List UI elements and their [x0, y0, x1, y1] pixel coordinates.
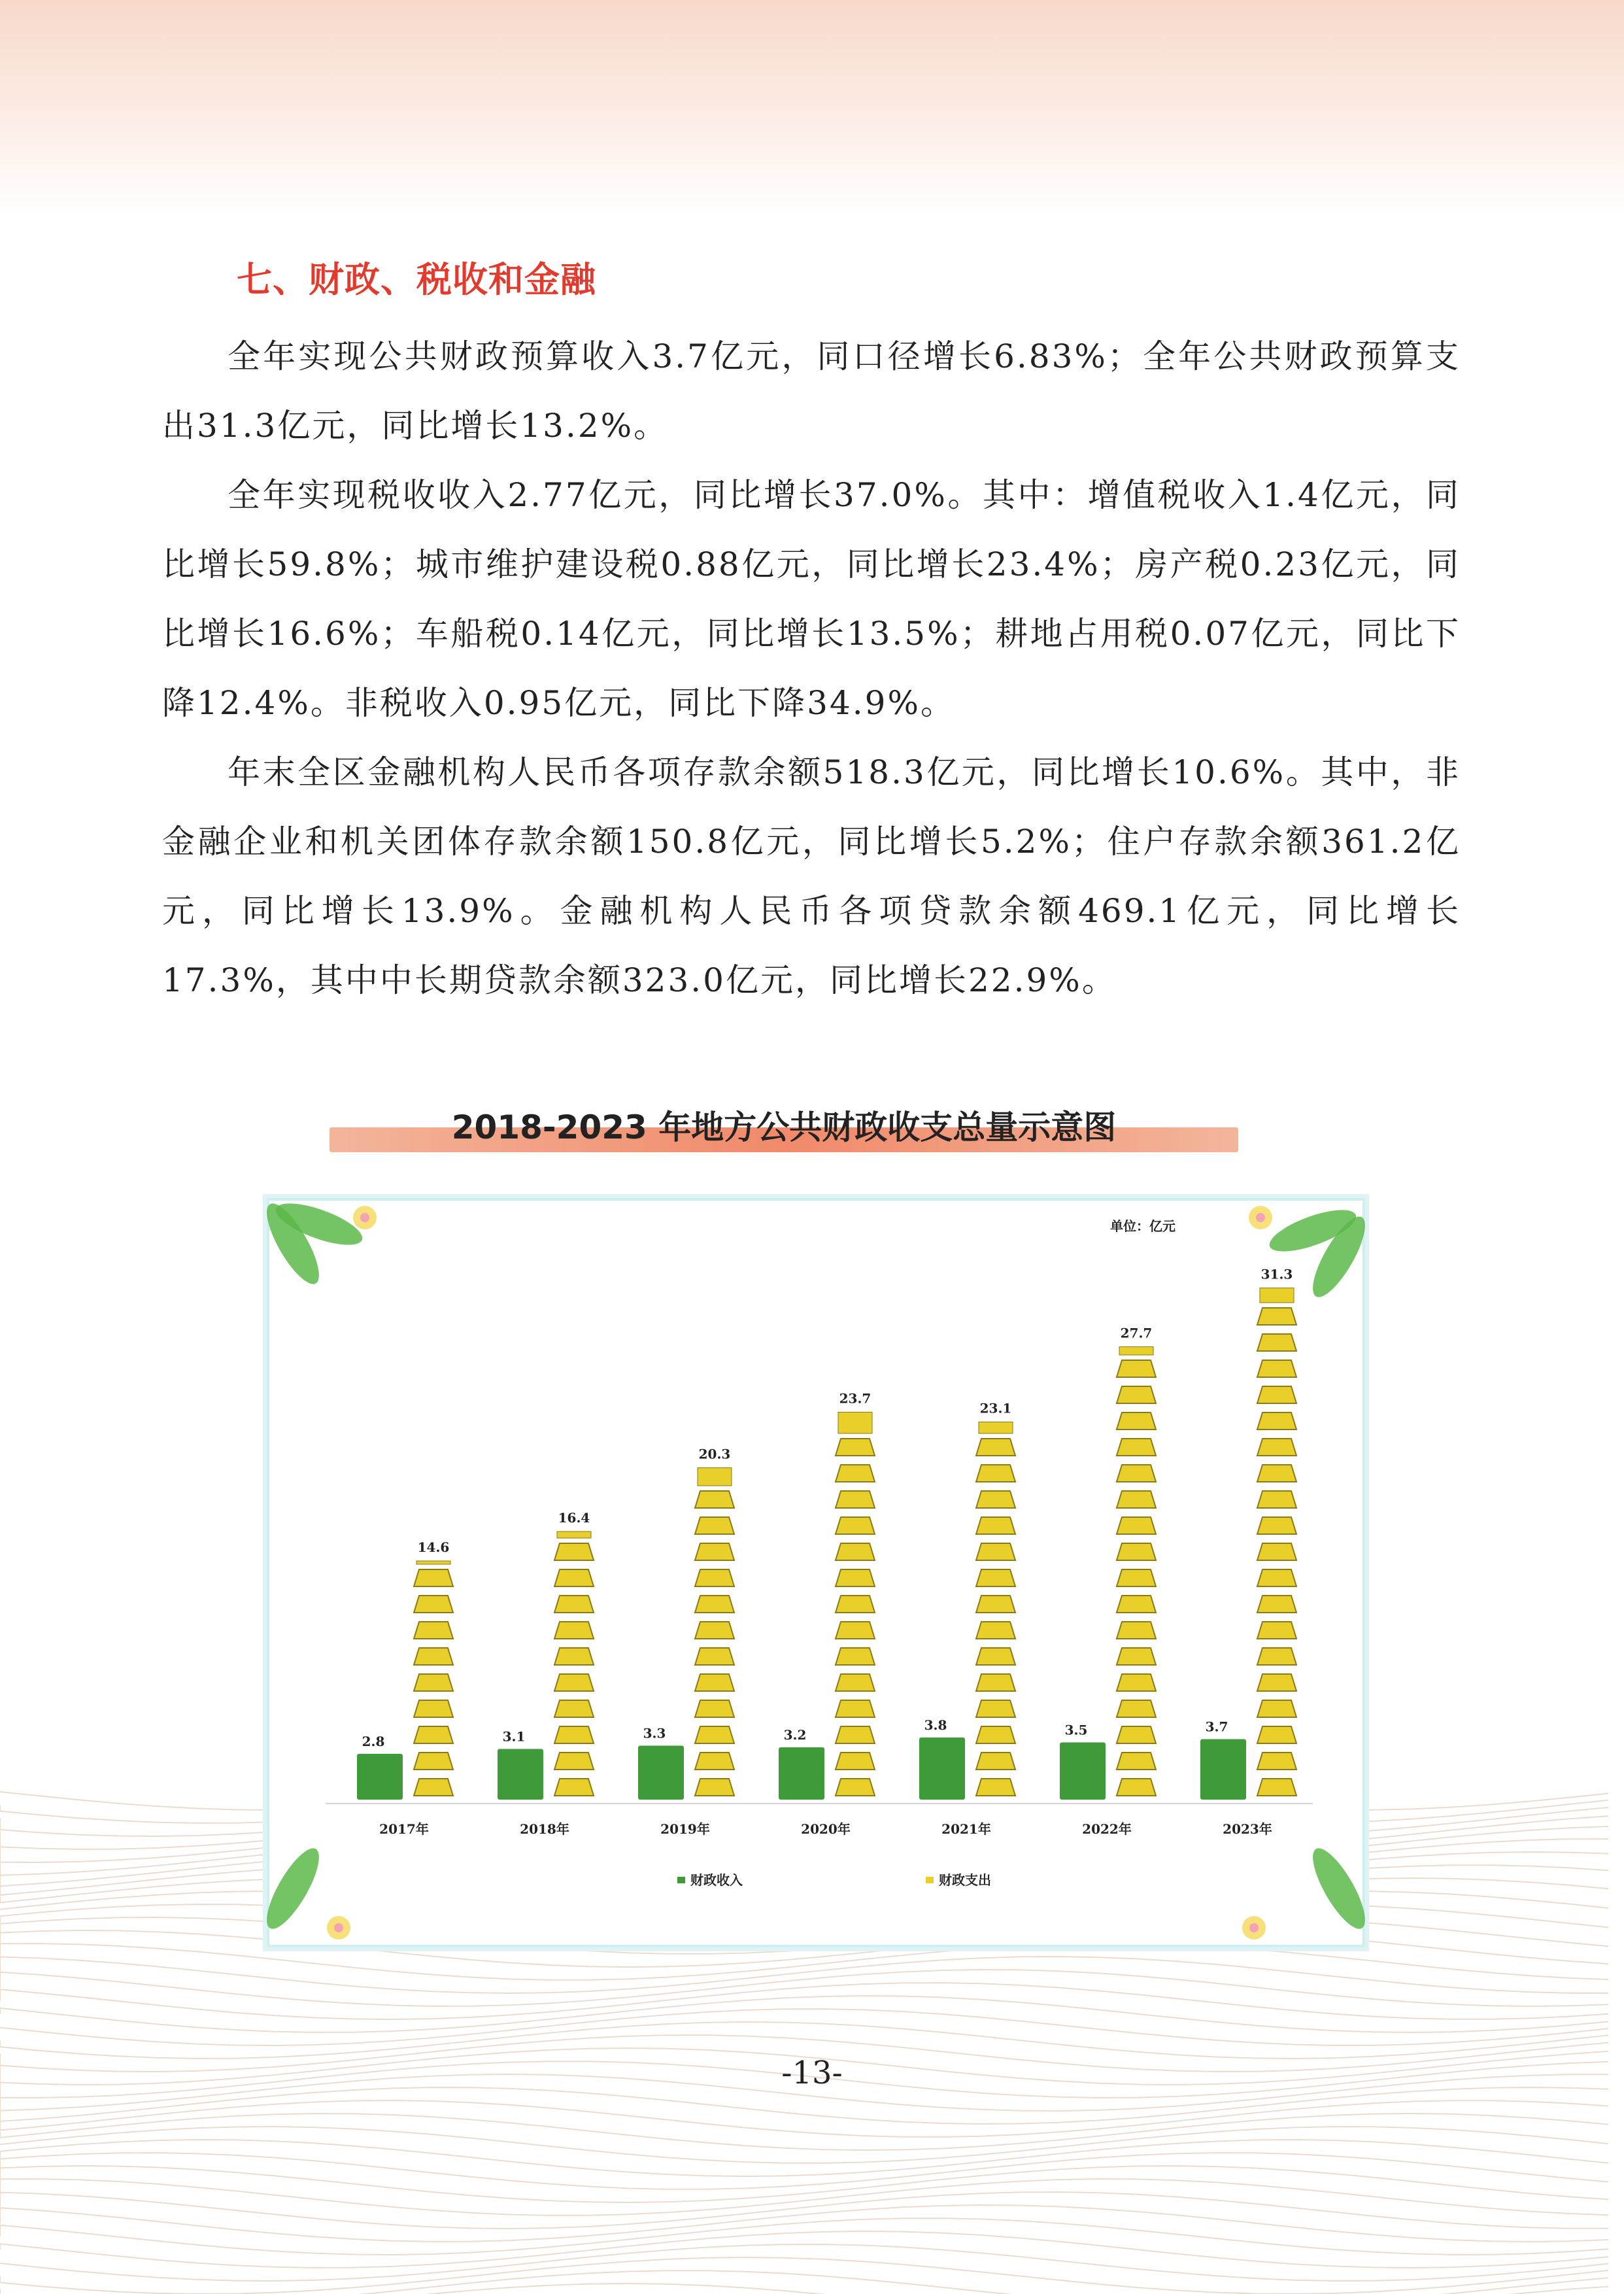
expenditure-ingot	[1117, 1465, 1156, 1482]
legend-swatch-expenditure	[926, 1877, 934, 1883]
expenditure-ingot	[836, 1753, 875, 1770]
expenditure-ingot	[414, 1753, 453, 1770]
expenditure-ingot	[414, 1596, 453, 1613]
income-value-label: 3.7	[1205, 1719, 1228, 1735]
expenditure-ingot	[976, 1753, 1015, 1770]
expenditure-ingot-partial	[1119, 1347, 1153, 1356]
income-bar	[1200, 1739, 1246, 1800]
income-value-label: 3.3	[643, 1725, 666, 1741]
income-bar	[779, 1747, 824, 1800]
x-tick-label: 2020年	[801, 1821, 851, 1837]
expenditure-ingot	[836, 1648, 875, 1665]
expenditure-value-label: 20.3	[698, 1446, 731, 1462]
expenditure-ingot	[1117, 1543, 1156, 1560]
expenditure-ingot	[1117, 1726, 1156, 1743]
expenditure-ingot	[1117, 1753, 1156, 1770]
expenditure-ingot	[414, 1779, 453, 1796]
expenditure-ingot	[1257, 1779, 1296, 1796]
fiscal-chart	[267, 1198, 1365, 1947]
wave-line	[0, 2257, 1608, 2294]
income-value-label: 3.5	[1064, 1722, 1088, 1738]
top-decorative-band	[0, 0, 1624, 216]
expenditure-ingot	[414, 1726, 453, 1743]
expenditure-ingot	[836, 1622, 875, 1639]
expenditure-ingot	[1117, 1674, 1156, 1691]
unit-label: 单位：亿元	[1110, 1218, 1176, 1234]
paragraph-tax: 全年实现税收收入2.77亿元，同比增长37.0%。其中：增值税收入1.4亿元，同比增长59.8%；城市维护建设税0.88亿元，同比增长23.4%；房产税0.23亿元，同比增长16.6%；车船税0.14亿元，同比增长13.5%；耕地占用税0.07亿元，同比下降12.4%。非税收入0.95亿元，同比下降34.9%。	[162, 476, 1461, 722]
expenditure-ingot	[976, 1700, 1015, 1717]
expenditure-ingot	[976, 1779, 1015, 1796]
expenditure-ingot-partial	[979, 1422, 1013, 1434]
expenditure-ingot	[554, 1726, 594, 1743]
paragraph-finance: 年末全区金融机构人民币各项存款余额518.3亿元，同比增长10.6%。其中，非金融企业和机关团体存款余额150.8亿元，同比增长5.2%；住户存款余额361.2亿元，同比增长13.9%。金融机构人民币各项贷款余额469.1亿元，同比增长17.3%，其中中长期贷款余额323.0亿元，同比增长22.9%。	[162, 753, 1461, 999]
expenditure-ingot	[1257, 1439, 1296, 1456]
x-tick-label: 2023年	[1223, 1821, 1272, 1837]
expenditure-ingot	[414, 1700, 453, 1717]
wave-line	[0, 2270, 1608, 2294]
income-value-label: 3.8	[924, 1717, 947, 1733]
expenditure-ingot	[695, 1674, 734, 1691]
expenditure-ingot	[976, 1439, 1015, 1456]
legend-label-expenditure: 财政支出	[939, 1872, 991, 1888]
x-tick-label: 2021年	[941, 1821, 991, 1837]
expenditure-ingot	[836, 1543, 875, 1560]
expenditure-ingot	[1257, 1622, 1296, 1639]
expenditure-ingot	[1117, 1491, 1156, 1508]
expenditure-ingot	[1257, 1726, 1296, 1743]
body-text	[162, 322, 1461, 1015]
expenditure-ingot	[554, 1569, 594, 1586]
x-tick-label: 2018年	[520, 1821, 569, 1837]
expenditure-ingot	[836, 1517, 875, 1534]
expenditure-ingot	[976, 1674, 1015, 1691]
section-title: 七、财政、税收和金融	[237, 259, 596, 300]
wave-line	[0, 2009, 1608, 2046]
chart-title: 2018-2023 年地方公共财政收支总量示意图	[451, 1108, 1117, 1146]
expenditure-ingot	[1117, 1386, 1156, 1403]
flower-decoration-center	[334, 1923, 343, 1932]
expenditure-ingot	[1117, 1517, 1156, 1534]
page-number: -13-	[781, 2055, 843, 2091]
expenditure-ingot	[1257, 1674, 1296, 1691]
x-tick-label: 2022年	[1082, 1821, 1132, 1837]
expenditure-ingot	[1257, 1465, 1296, 1482]
expenditure-ingot	[1117, 1779, 1156, 1796]
expenditure-ingot	[836, 1439, 875, 1456]
expenditure-ingot	[554, 1700, 594, 1717]
expenditure-ingot	[695, 1622, 734, 1639]
expenditure-ingot	[1257, 1360, 1296, 1377]
income-value-label: 3.1	[502, 1728, 526, 1745]
expenditure-ingot	[976, 1569, 1015, 1586]
expenditure-ingot	[836, 1491, 875, 1508]
income-bar	[357, 1754, 403, 1800]
expenditure-ingot	[695, 1491, 734, 1508]
expenditure-ingot	[1257, 1648, 1296, 1665]
income-bar	[498, 1749, 543, 1800]
legend-label-income: 财政收入	[690, 1872, 743, 1888]
expenditure-ingot-partial	[838, 1412, 872, 1434]
expenditure-ingot	[1257, 1543, 1296, 1560]
expenditure-ingot	[554, 1779, 594, 1796]
legend-swatch-income	[677, 1877, 685, 1883]
expenditure-ingot	[1257, 1412, 1296, 1429]
expenditure-ingot	[414, 1674, 453, 1691]
wave-line	[0, 2231, 1608, 2268]
expenditure-ingot	[836, 1569, 875, 1586]
expenditure-ingot	[976, 1596, 1015, 1613]
expenditure-ingot	[976, 1726, 1015, 1743]
expenditure-ingot	[1257, 1491, 1296, 1508]
expenditure-ingot	[1117, 1648, 1156, 1665]
chart-title-banner	[330, 1101, 1238, 1155]
expenditure-ingot	[976, 1517, 1015, 1534]
income-value-label: 2.8	[362, 1734, 385, 1749]
expenditure-ingot	[414, 1622, 453, 1639]
expenditure-ingot	[836, 1674, 875, 1691]
expenditure-ingot	[695, 1517, 734, 1534]
income-value-label: 3.2	[783, 1727, 807, 1743]
flower-decoration-center	[1249, 1923, 1259, 1932]
expenditure-ingot	[1257, 1700, 1296, 1717]
expenditure-ingot	[1117, 1439, 1156, 1456]
expenditure-ingot	[414, 1648, 453, 1665]
x-tick-label: 2019年	[660, 1821, 710, 1837]
expenditure-ingot	[695, 1648, 734, 1665]
leaf-decoration	[267, 1841, 328, 1935]
expenditure-ingot	[836, 1700, 875, 1717]
expenditure-value-label: 16.4	[558, 1510, 590, 1526]
expenditure-value-label: 27.7	[1120, 1325, 1153, 1341]
expenditure-ingot	[695, 1726, 734, 1743]
expenditure-ingot	[1117, 1360, 1156, 1377]
income-bar	[1060, 1743, 1106, 1800]
expenditure-ingot	[1257, 1386, 1296, 1403]
expenditure-ingot	[414, 1569, 453, 1586]
wave-line	[0, 2244, 1608, 2281]
expenditure-ingot	[1257, 1334, 1296, 1351]
expenditure-ingot	[976, 1622, 1015, 1639]
leaf-decoration	[1304, 1841, 1365, 1935]
expenditure-ingot	[554, 1596, 594, 1613]
wave-line	[0, 2218, 1608, 2255]
expenditure-ingot	[1117, 1596, 1156, 1613]
expenditure-ingot	[1117, 1569, 1156, 1586]
wave-line	[0, 2022, 1608, 2059]
expenditure-ingot	[976, 1543, 1015, 1560]
paragraph-fiscal: 全年实现公共财政预算收入3.7亿元，同口径增长6.83%；全年公共财政预算支出31.3亿元，同比增长13.2%。	[162, 337, 1461, 445]
income-bar	[919, 1738, 965, 1800]
wave-line	[0, 2100, 1608, 2137]
expenditure-ingot	[1257, 1517, 1296, 1534]
expenditure-ingot	[695, 1753, 734, 1770]
expenditure-ingot	[554, 1543, 594, 1560]
expenditure-ingot	[554, 1622, 594, 1639]
expenditure-value-label: 14.6	[417, 1539, 450, 1555]
income-bar	[638, 1746, 684, 1800]
expenditure-ingot	[836, 1596, 875, 1613]
expenditure-ingot	[1257, 1569, 1296, 1586]
expenditure-ingot-partial	[698, 1468, 732, 1486]
expenditure-ingot	[695, 1700, 734, 1717]
expenditure-ingot	[1117, 1412, 1156, 1429]
expenditure-ingot	[836, 1779, 875, 1796]
expenditure-ingot	[1257, 1596, 1296, 1613]
expenditure-ingot	[1117, 1700, 1156, 1717]
flower-decoration-center	[1256, 1213, 1265, 1222]
expenditure-ingot	[1117, 1622, 1156, 1639]
expenditure-ingot	[1257, 1308, 1296, 1325]
expenditure-ingot	[976, 1465, 1015, 1482]
wave-line	[0, 2087, 1608, 2124]
expenditure-value-label: 23.1	[979, 1400, 1012, 1416]
expenditure-ingot	[695, 1543, 734, 1560]
wave-line	[0, 2179, 1608, 2216]
expenditure-ingot	[695, 1569, 734, 1586]
x-tick-label: 2017年	[379, 1821, 429, 1837]
expenditure-ingot	[554, 1648, 594, 1665]
expenditure-ingot	[695, 1596, 734, 1613]
expenditure-ingot	[554, 1674, 594, 1691]
flower-decoration-center	[360, 1213, 369, 1222]
expenditure-ingot	[836, 1726, 875, 1743]
expenditure-ingot-partial	[557, 1532, 591, 1538]
wave-line	[0, 2166, 1608, 2202]
expenditure-ingot	[554, 1753, 594, 1770]
expenditure-ingot	[976, 1491, 1015, 1508]
expenditure-ingot	[976, 1648, 1015, 1665]
wave-line	[0, 1996, 1608, 2032]
expenditure-ingot	[836, 1465, 875, 1482]
expenditure-value-label: 23.7	[839, 1390, 871, 1407]
expenditure-ingot-partial	[416, 1561, 450, 1564]
wave-line	[0, 2153, 1608, 2189]
chart-frame	[263, 1194, 1369, 1951]
wave-line	[0, 1983, 1608, 2019]
expenditure-ingot-partial	[1260, 1288, 1294, 1303]
expenditure-ingot	[695, 1779, 734, 1796]
expenditure-value-label: 31.3	[1260, 1266, 1293, 1282]
expenditure-ingot	[1257, 1753, 1296, 1770]
